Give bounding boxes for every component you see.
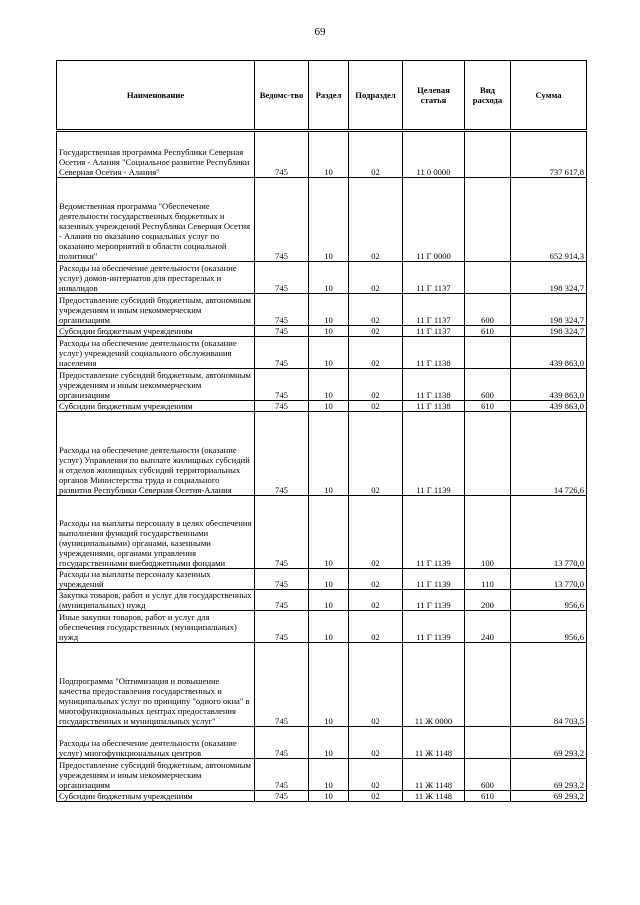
cell-type: 110	[465, 569, 511, 590]
cell-section: 10	[309, 643, 349, 727]
cell-subsection: 02	[349, 131, 403, 178]
cell-dept: 745	[255, 611, 309, 643]
cell-section: 10	[309, 569, 349, 590]
cell-sum: 439 863,0	[511, 337, 587, 369]
cell-section: 10	[309, 401, 349, 412]
cell-type	[465, 412, 511, 496]
cell-name: Государственная программа Республики Северная Осетия - Алания "Социальное развитие Республики Северная Осетия - Алания"	[57, 131, 255, 178]
table-row	[57, 569, 587, 590]
cell-type	[465, 337, 511, 369]
cell-target: 11 Г 1137	[403, 294, 465, 326]
cell-subsection: 02	[349, 727, 403, 759]
cell-target: 11 Г 1139	[403, 611, 465, 643]
cell-sum: 956,6	[511, 611, 587, 643]
cell-dept: 745	[255, 727, 309, 759]
cell-name: Субсидии бюджетным учреждениям	[57, 791, 255, 802]
cell-dept: 745	[255, 326, 309, 337]
cell-subsection: 02	[349, 337, 403, 369]
cell-name: Субсидии бюджетным учреждениям	[57, 326, 255, 337]
cell-target: 11 Ж 0000	[403, 643, 465, 727]
table-row	[57, 759, 587, 791]
cell-type: 600	[465, 369, 511, 401]
header-section: Раздел	[309, 61, 349, 131]
cell-sum: 737 617,8	[511, 131, 587, 178]
cell-subsection: 02	[349, 369, 403, 401]
cell-subsection: 02	[349, 791, 403, 802]
cell-dept: 745	[255, 401, 309, 412]
cell-dept: 745	[255, 791, 309, 802]
cell-section: 10	[309, 611, 349, 643]
table-header	[57, 61, 587, 131]
table-row	[57, 337, 587, 369]
cell-type: 610	[465, 791, 511, 802]
cell-target: 11 Г 1139	[403, 590, 465, 611]
cell-dept: 745	[255, 294, 309, 326]
cell-target: 11 Г 1138	[403, 401, 465, 412]
table-row	[57, 611, 587, 643]
cell-sum: 652 914,3	[511, 178, 587, 262]
cell-section: 10	[309, 178, 349, 262]
cell-subsection: 02	[349, 643, 403, 727]
table-row	[57, 590, 587, 611]
cell-dept: 745	[255, 590, 309, 611]
cell-sum: 13 770,0	[511, 569, 587, 590]
cell-sum: 198 324,7	[511, 294, 587, 326]
cell-subsection: 02	[349, 326, 403, 337]
cell-subsection: 02	[349, 294, 403, 326]
cell-type: 610	[465, 326, 511, 337]
table-row	[57, 727, 587, 759]
table-row	[57, 262, 587, 294]
cell-section: 10	[309, 294, 349, 326]
cell-section: 10	[309, 727, 349, 759]
cell-subsection: 02	[349, 569, 403, 590]
cell-sum: 13 770,0	[511, 496, 587, 569]
cell-name: Расходы на обеспечение деятельности (оказание услуг) учреждений социального обслуживания населения	[57, 337, 255, 369]
cell-type: 200	[465, 590, 511, 611]
cell-sum: 84 703,5	[511, 643, 587, 727]
cell-target: 11 Г 1138	[403, 369, 465, 401]
cell-dept: 745	[255, 643, 309, 727]
cell-sum: 69 293,2	[511, 759, 587, 791]
cell-type	[465, 262, 511, 294]
table-row	[57, 369, 587, 401]
table-row	[57, 178, 587, 262]
header-subsection: Подраздел	[349, 61, 403, 131]
cell-sum: 198 324,7	[511, 326, 587, 337]
cell-section: 10	[309, 326, 349, 337]
cell-target: 11 Г 1137	[403, 262, 465, 294]
cell-name: Расходы на выплаты персоналу казенных учреждений	[57, 569, 255, 590]
cell-sum: 439 863,0	[511, 369, 587, 401]
cell-target: 11 Г 1139	[403, 412, 465, 496]
cell-dept: 745	[255, 569, 309, 590]
cell-name: Расходы на обеспечение деятельности (оказание услуг) Управления по выплате жилищных субсидий и отделов жилищных субсидий территориальных органов Министерства труда и социального развития Республики Северная Осетия-Алания	[57, 412, 255, 496]
cell-target: 11 Ж 1148	[403, 727, 465, 759]
cell-section: 10	[309, 590, 349, 611]
cell-name: Расходы на обеспечение деятельности (оказание услуг) домов-интернатов для престарелых и инвалидов	[57, 262, 255, 294]
cell-name: Расходы на выплаты персоналу в целях обеспечения выполнения функций государственными (муниципальными) органами, казенными учреждениями, органами управления государственными внебюджетными фондами	[57, 496, 255, 569]
cell-subsection: 02	[349, 178, 403, 262]
cell-section: 10	[309, 262, 349, 294]
cell-dept: 745	[255, 337, 309, 369]
cell-subsection: 02	[349, 590, 403, 611]
header-dept: Ведомс-тво	[255, 61, 309, 131]
cell-name: Подпрограмма "Оптимизация и повышение качества предоставления государственных и муниципальных услуг по принципу "одного окна" в многофункциональных центрах предоставления государственных и муниципальных услуг"	[57, 643, 255, 727]
cell-type: 600	[465, 759, 511, 791]
cell-sum: 956,6	[511, 590, 587, 611]
cell-section: 10	[309, 496, 349, 569]
cell-section: 10	[309, 759, 349, 791]
table-row	[57, 496, 587, 569]
header-type: Вид расхода	[465, 61, 511, 131]
cell-name: Предоставление субсидий бюджетным, автономным учреждениям и иным некоммерческим организациям	[57, 369, 255, 401]
cell-name: Предоставление субсидий бюджетным, автономным учреждениям и иным некоммерческим организациям	[57, 759, 255, 791]
table-row	[57, 131, 587, 178]
header-name: Наименование	[57, 61, 255, 131]
cell-subsection: 02	[349, 611, 403, 643]
cell-subsection: 02	[349, 759, 403, 791]
cell-target: 11 Ж 1148	[403, 791, 465, 802]
cell-target: 11 Г 1139	[403, 496, 465, 569]
page-number: 69	[314, 26, 326, 38]
cell-name: Субсидии бюджетным учреждениям	[57, 401, 255, 412]
table-row	[57, 401, 587, 412]
cell-dept: 745	[255, 496, 309, 569]
cell-section: 10	[309, 369, 349, 401]
cell-target: 11 0 0000	[403, 131, 465, 178]
cell-name: Закупка товаров, работ и услуг для государственных (муниципальных) нужд	[57, 590, 255, 611]
cell-dept: 745	[255, 759, 309, 791]
cell-subsection: 02	[349, 401, 403, 412]
cell-type: 240	[465, 611, 511, 643]
cell-type	[465, 727, 511, 759]
header-target: Целевая статья	[403, 61, 465, 131]
cell-dept: 745	[255, 369, 309, 401]
cell-sum: 14 726,6	[511, 412, 587, 496]
cell-name: Расходы на обеспечение деятельности (оказание услуг) многофункциональных центров	[57, 727, 255, 759]
cell-section: 10	[309, 337, 349, 369]
cell-target: 11 Г 1138	[403, 337, 465, 369]
cell-type: 100	[465, 496, 511, 569]
table-row	[57, 412, 587, 496]
cell-dept: 745	[255, 178, 309, 262]
table-row	[57, 791, 587, 802]
cell-section: 10	[309, 412, 349, 496]
cell-sum: 198 324,7	[511, 262, 587, 294]
cell-section: 10	[309, 791, 349, 802]
cell-subsection: 02	[349, 496, 403, 569]
cell-dept: 745	[255, 262, 309, 294]
header-sum: Сумма	[511, 61, 587, 131]
cell-sum: 439 863,0	[511, 401, 587, 412]
cell-subsection: 02	[349, 412, 403, 496]
cell-dept: 745	[255, 131, 309, 178]
cell-type	[465, 643, 511, 727]
cell-section: 10	[309, 131, 349, 178]
cell-target: 11 Ж 1148	[403, 759, 465, 791]
table-row	[57, 643, 587, 727]
cell-dept: 745	[255, 412, 309, 496]
cell-name: Иные закупки товаров, работ и услуг для обеспечения государственных (муниципальных) нужд	[57, 611, 255, 643]
table-body	[57, 131, 587, 802]
cell-target: 11 Г 1139	[403, 569, 465, 590]
cell-target: 11 Г 1137	[403, 326, 465, 337]
budget-table	[56, 60, 587, 802]
cell-type	[465, 131, 511, 178]
cell-sum: 69 293,2	[511, 791, 587, 802]
table-row	[57, 326, 587, 337]
cell-subsection: 02	[349, 262, 403, 294]
cell-type	[465, 178, 511, 262]
cell-sum: 69 293,2	[511, 727, 587, 759]
cell-name: Ведомственная программа "Обеспечение деятельности государственных бюджетных и казенных учреждений Республики Северная Осетия - Алания по оказанию социальных услуг по оказанию мероприятий в области социальной политики"	[57, 178, 255, 262]
cell-type: 610	[465, 401, 511, 412]
cell-target: 11 Г 0000	[403, 178, 465, 262]
table-row	[57, 294, 587, 326]
cell-type: 600	[465, 294, 511, 326]
cell-name: Предоставление субсидий бюджетным, автономным учреждениям и иным некоммерческим организациям	[57, 294, 255, 326]
